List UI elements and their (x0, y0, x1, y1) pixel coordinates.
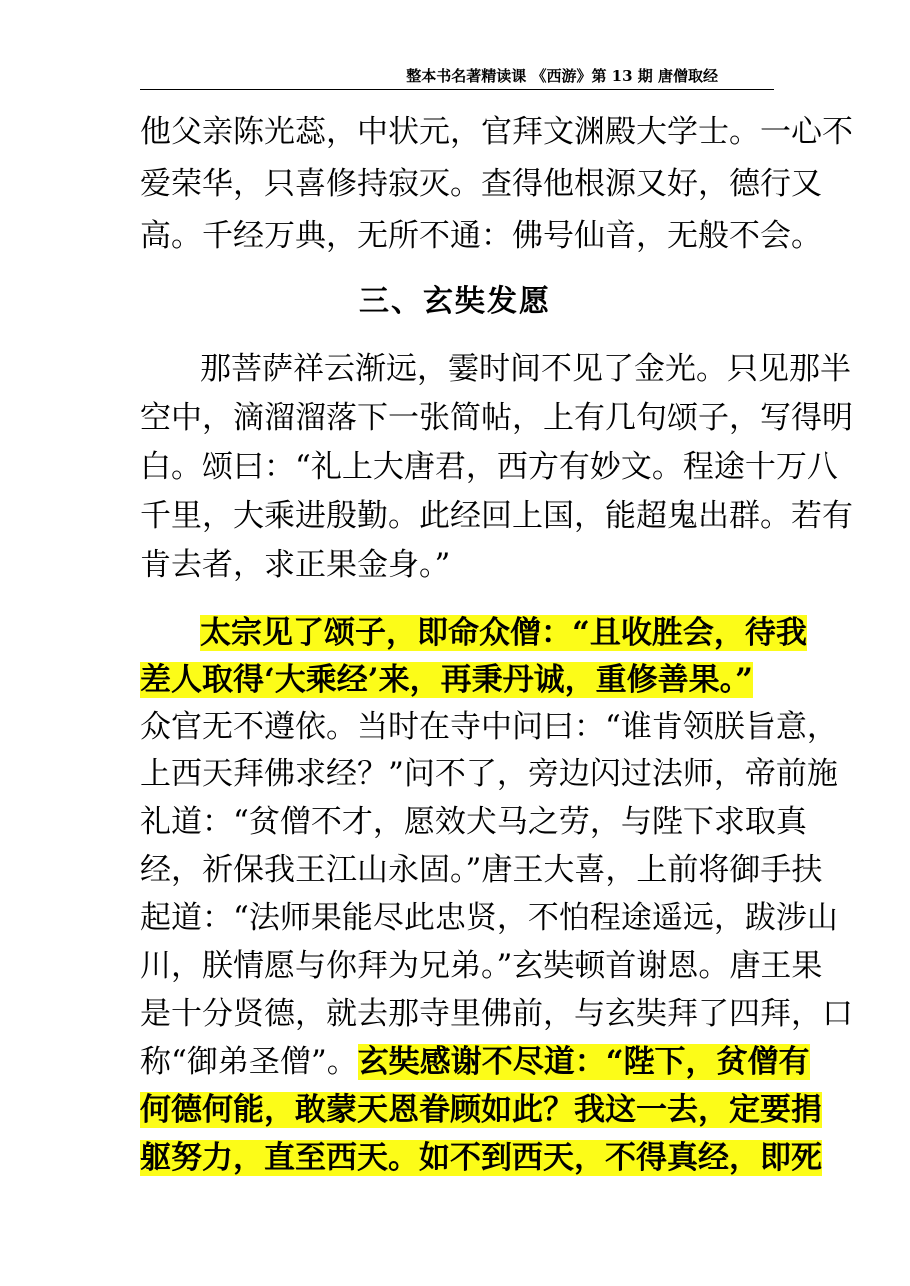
text-segment: 空中，滴溜溜落下一张简帖，上有几句颂子，写得明 (140, 400, 853, 436)
highlighted-text: 躯努力，直至西天。如不到西天，不得真经，即死 (140, 1140, 822, 1176)
paragraph-line (140, 1130, 822, 1186)
highlighted-text: 差人取得‘大乘经’来，再秉丹诚，重修善果。” (140, 662, 753, 698)
text-segment: 高。千经万典，无所不通：佛号仙音，无般不会。 (140, 218, 822, 254)
paragraph-line (140, 156, 822, 212)
text-segment: 称“御弟圣僧”。 (140, 1044, 358, 1080)
text-segment: 起道：“法师果能尽此忠贤，不怕程途遥远，跋涉山 (140, 900, 838, 936)
text-segment: 爱荣华，只喜修持寂灭。查得他根源又好，德行又 (140, 166, 822, 202)
text-segment: 他父亲陈光蕊，中状元，官拜文渊殿大学士。一心不 (140, 114, 853, 150)
paragraph-line (140, 439, 838, 495)
paragraph-line (200, 341, 851, 397)
paragraph-line (140, 488, 853, 544)
text-segment: 众官无不遵依。当时在寺中问曰：“谁肯领朕旨意， (140, 709, 838, 745)
highlighted-text: 玄奘感谢不尽道：“陛下，贫僧有 (357, 1044, 810, 1080)
text-segment: 那菩萨祥云渐远，霎时间不见了金光。只见那半 (200, 351, 851, 387)
text-segment: 川，朕情愿与你拜为兄弟。”玄奘顿首谢恩。唐王果 (140, 948, 823, 984)
text-segment: 礼道：“贫僧不才，愿效犬马之劳，与陛下求取真 (140, 804, 807, 840)
text-segment: 肯去者，求正果金身。” (140, 547, 451, 583)
text-segment: 上西天拜佛求经？”问不了，旁边闪过法师，帝前施 (140, 756, 838, 792)
paragraph-line (140, 208, 822, 264)
text-segment: 白。颂曰：“礼上大唐君，西方有妙文。程途十万八 (140, 449, 838, 485)
highlighted-text: 何德何能，敢蒙天恩眷顾如此？我这一去，定要捐 (140, 1092, 822, 1128)
text-segment: 千里，大乘进殷勤。此经回上国，能超鬼出群。若有 (140, 498, 853, 534)
text-segment: 经，祈保我王江山永固。”唐王大喜，上前将御手扶 (140, 852, 823, 888)
highlighted-text: 太宗见了颂子，即命众僧：“且收胜会，待我 (200, 615, 807, 651)
page-header: 整本书名著精读课 《西游》第 13 期 唐僧取经 (140, 62, 774, 90)
section-title: 三、玄奘发愿 (359, 284, 551, 319)
text-segment: 是十分贤德，就去那寺里佛前，与玄奘拜了四拜，口 (140, 996, 853, 1032)
paragraph-line (140, 104, 853, 160)
paragraph-line (140, 390, 853, 446)
paragraph-line (140, 537, 780, 593)
